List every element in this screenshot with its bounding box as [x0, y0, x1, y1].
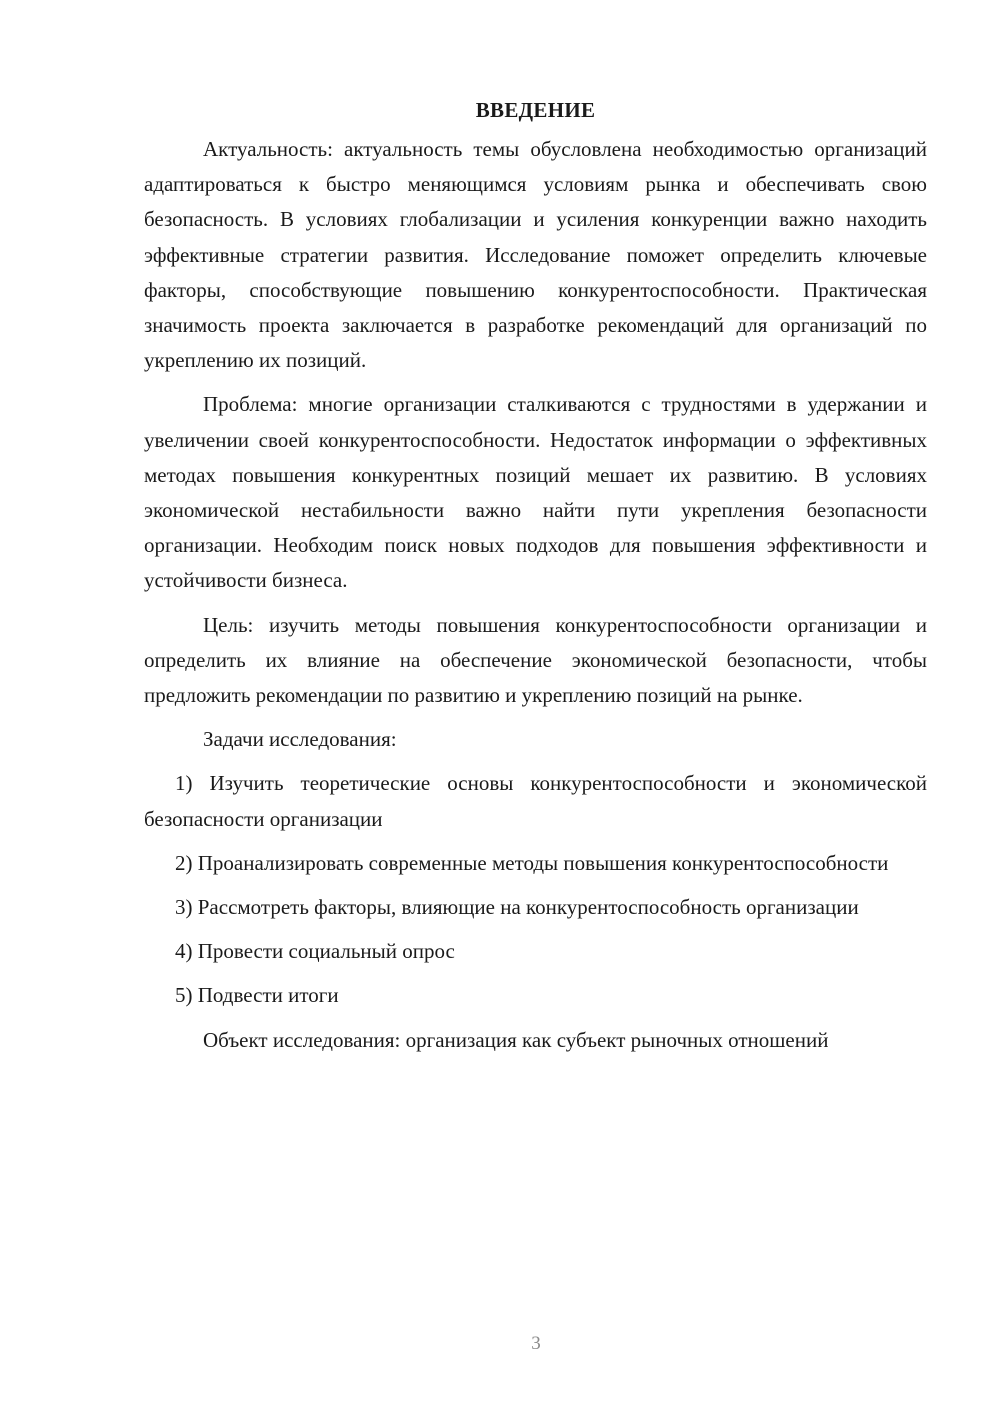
- object-paragraph: Объект исследования: организация как субъект рыночных отношений: [203, 1027, 829, 1052]
- page-title: ВВЕДЕНИЕ: [475, 98, 596, 122]
- task-item-1: 1) Изучить теоретические основы конкурентоспособности и экономической безопасности организации: [144, 771, 927, 831]
- task-item-2: 2) Проанализировать современные методы повышения конкурентоспособности: [175, 850, 889, 875]
- tasks-heading: Задачи исследования:: [203, 727, 397, 752]
- task-item-4: 4) Провести социальный опрос: [175, 939, 455, 964]
- problem-paragraph: Проблема: многие организации сталкиваются с трудностями в удержании и увеличении своей конкурентоспособности. Недостаток информации о эффективных методах повышения конкурентных позиций мешает их развитию. В условиях экономической нестабильности важно найти пути укрепления безопасности организации. Необходим поиск новых подходов для повышения эффективности и устойчивости бизнеса.: [144, 392, 927, 593]
- page-number: 3: [531, 1333, 541, 1354]
- document-body: [144, 92, 927, 1067]
- relevance-paragraph: Актуальность: актуальность темы обусловлена необходимостью организаций адаптироваться к быстро меняющимся условиям рынка и обеспечивать свою безопасность. В условиях глобализации и усиления конкуренции важно находить эффективные стратегии развития. Исследование поможет определить ключевые факторы, способствующие повышению конкурентоспособности. Практическая значимость проекта заключается в разработке рекомендаций для организаций по укреплению их позиций.: [144, 137, 927, 373]
- task-item-5: 5) Подвести итоги: [175, 983, 339, 1008]
- goal-paragraph: Цель: изучить методы повышения конкурентоспособности организации и определить их влияние на обеспечение экономической безопасности, чтобы предложить рекомендации по развитию и укреплению позиций на рынке.: [144, 612, 927, 708]
- task-item-3: 3) Рассмотреть факторы, влияющие на конкурентоспособность организации: [175, 895, 859, 920]
